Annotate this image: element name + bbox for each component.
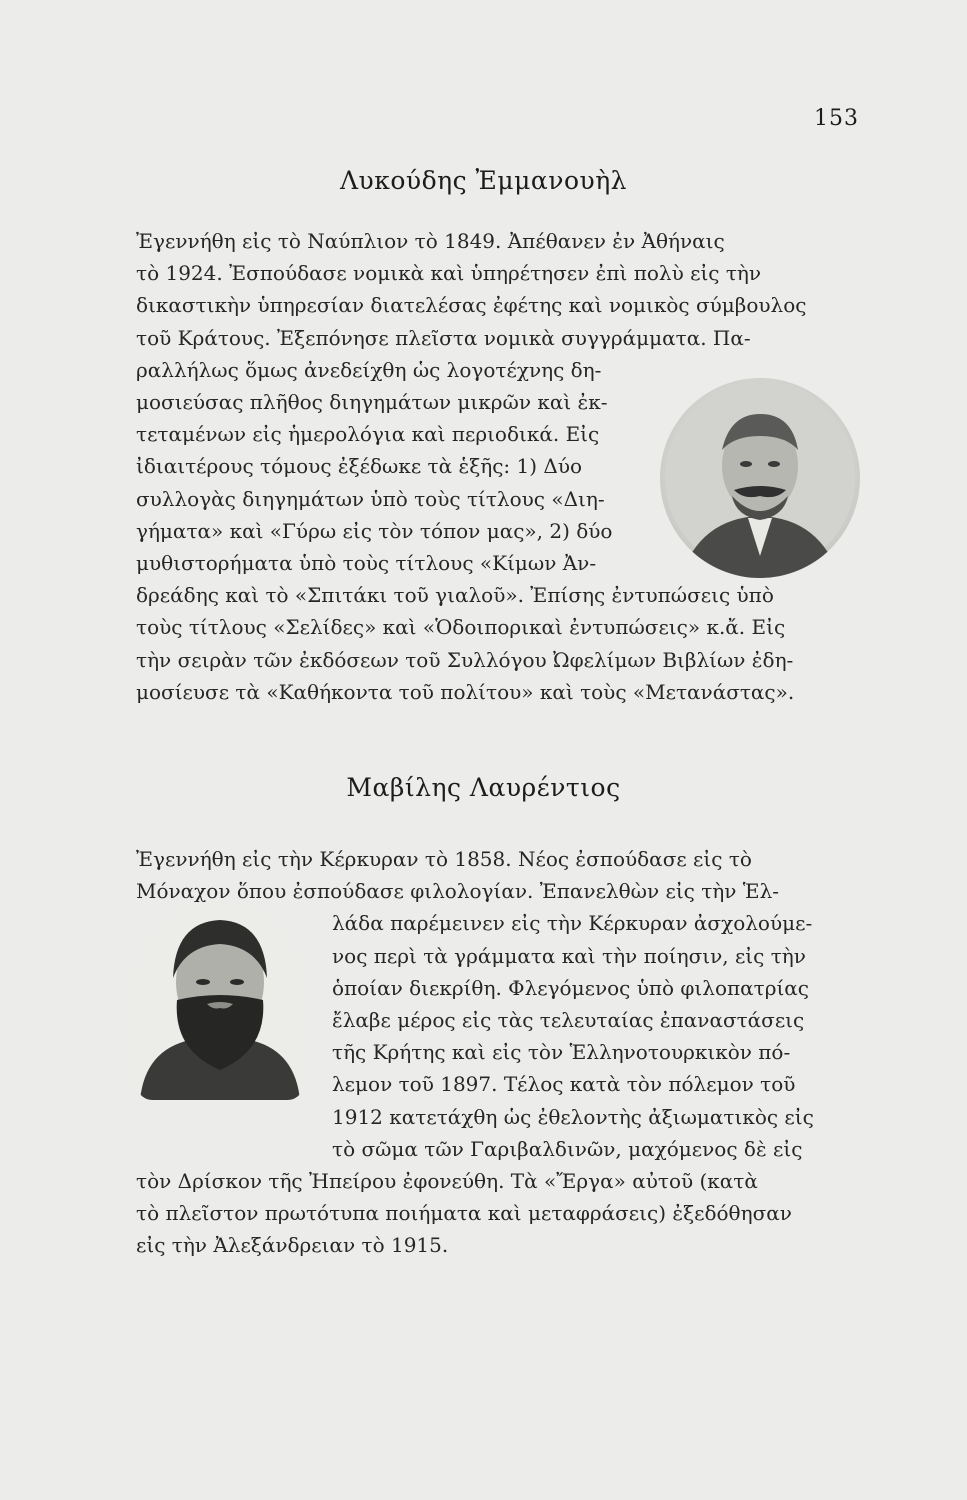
text-line: Ἐγεννήθη εἰς τὴν Κέρκυραν τὸ 1858. Νέος ἐσπούδασε εἰς τὸ xyxy=(136,847,752,871)
text-line: τὸν Δρίσκον τῆς Ἠπείρου ἐφονεύθη. Τὰ «Ἔργα» αὐτοῦ (κατὰ xyxy=(136,1169,758,1194)
entry-text-mavilis xyxy=(136,843,854,1262)
text-line: Μόναχον ὅπου ἐσπούδασε φιλολογίαν. Ἐπανελθὼν εἰς τὴν Ἑλ- xyxy=(136,879,780,904)
text-line: δικαστικὴν ὑπηρεσίαν διατελέσας ἐφέτης καὶ νομικὸς σύμβουλος xyxy=(136,293,807,318)
text-line: εἰς τὴν Ἀλεξάνδρειαν τὸ 1915. xyxy=(136,1233,449,1258)
text-line: νος περὶ τὰ γράμματα καὶ τὴν ποίησιν, εἰς τὴν xyxy=(332,943,806,968)
text-line: τῆς Κρήτης καὶ εἰς τὸν Ἑλληνοτουρκικὸν πό- xyxy=(332,1040,791,1065)
text-line: τὸ 1924. Ἐσπούδασε νομικὰ καὶ ὑπηρέτησεν ἐπὶ πολὺ εἰς τὴν xyxy=(136,261,762,286)
text-line: τὴν σειρὰν τῶν ἐκδόσεων τοῦ Συλλόγου Ὠφελίμων Βιβλίων ἐδη- xyxy=(136,647,794,672)
text-line: δρεάδης καὶ τὸ «Σπιτάκι τοῦ γιαλοῦ». Ἐπίσης ἐντυπώσεις ὑπὸ xyxy=(136,583,774,608)
text-line: τοῦ Κράτους. Ἐξεπόνησε πλεῖστα νομικὰ συγγράμματα. Πα- xyxy=(136,325,751,350)
entry-text-lykoudis xyxy=(136,225,854,708)
text-line: ραλλήλως ὅμως ἀνεδείχθη ὡς λογοτέχνης δη- xyxy=(136,357,602,382)
text-line: τεταμένων εἰς ἡμερολόγια καὶ περιοδικά. Εἰς xyxy=(136,422,600,447)
text-line: μυθιστορήματα ὑπὸ τοὺς τίτλους «Κίμων Ἀν- xyxy=(136,551,597,576)
text-line: γήματα» καὶ «Γύρω εἰς τὸν τόπον μας», 2) δύο xyxy=(136,518,613,543)
entry-title-mavilis: Μαβίλης Λαυρέντιος xyxy=(346,773,621,802)
text-line: μοσιεύσας πλῆθος διηγημάτων μικρῶν καὶ ἐκ- xyxy=(136,390,608,415)
page-number: 153 xyxy=(814,106,859,131)
text-line: ὁποίαν διεκρίθη. Φλεγόμενος ὑπὸ φιλοπατρίας xyxy=(332,975,810,1000)
text-line: τοὺς τίτλους «Σελίδες» καὶ «Ὁδοιπορικαὶ ἐντυπώσεις» κ.ἄ. Εἰς xyxy=(136,615,786,640)
text-line: ἔλαβε μέρος εἰς τὰς τελευταίας ἐπαναστάσεις xyxy=(332,1008,805,1033)
text-line: τὸ πλεῖστον πρωτότυπα ποιήματα καὶ μεταφράσεις) ἐξεδόθησαν xyxy=(136,1201,792,1226)
text-line: συλλογὰς διηγημάτων ὑπὸ τοὺς τίτλους «Διη- xyxy=(136,486,605,511)
text-line: Ἐγεννήθη εἰς τὸ Ναύπλιον τὸ 1849. Ἀπέθανεν ἐν Ἀθήναις xyxy=(136,229,725,253)
text-line: 1912 κατετάχθη ὡς ἐθελοντὴς ἀξιωματικὸς εἰς xyxy=(332,1104,814,1129)
entry-title-lykoudis: Λυκούδης Ἐμμανουὴλ xyxy=(339,166,628,195)
text-line: τὸ σῶμα τῶν Γαριβαλδινῶν, μαχόμενος δὲ εἰς xyxy=(332,1136,803,1161)
text-line: μοσίευσε τὰ «Καθήκοντα τοῦ πολίτου» καὶ τοὺς «Μετανάστας». xyxy=(136,679,795,704)
text-line: λάδα παρέμεινεν εἰς τὴν Κέρκυραν ἀσχολούμε- xyxy=(332,911,813,936)
text-line: ἰδιαιτέρους τόμους ἐξέδωκε τὰ ἑξῆς: 1) Δύο xyxy=(136,454,583,479)
text-line: λεμον τοῦ 1897. Τέλος κατὰ τὸν πόλεμον τοῦ xyxy=(332,1072,796,1097)
